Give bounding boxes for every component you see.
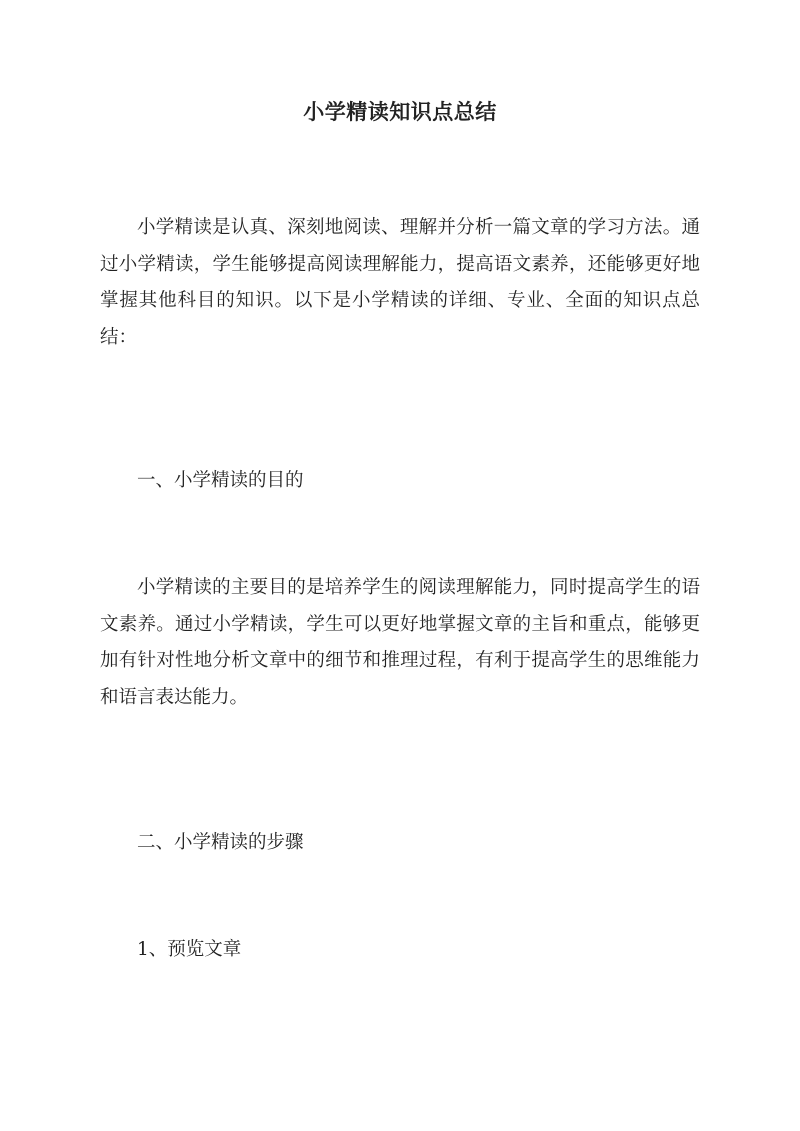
step-heading-preview: 1、预览文章: [137, 939, 242, 960]
document-title: 小学精读知识点总结: [303, 99, 497, 124]
intro-paragraph: 小学精读是认真、深刻地阅读、理解并分析一篇文章的学习方法。通过小学精读，学生能够提高阅读理解能力，提高语文素养，还能够更好地掌握其他科目的知识。以下是小学精读的详细、专业、全面的知识点总结：: [100, 217, 700, 348]
section-heading-steps: 二、小学精读的步骤: [137, 832, 304, 853]
purpose-paragraph: 小学精读的主要目的是培养学生的阅读理解能力，同时提高学生的语文素养。通过小学精读，学生可以更好地掌握文章的主旨和重点，能够更加有针对性地分析文章中的细节和推理过程，有利于提高学生的思维能力和语言表达能力。: [100, 577, 700, 708]
section-heading-purpose: 一、小学精读的目的: [137, 470, 304, 491]
